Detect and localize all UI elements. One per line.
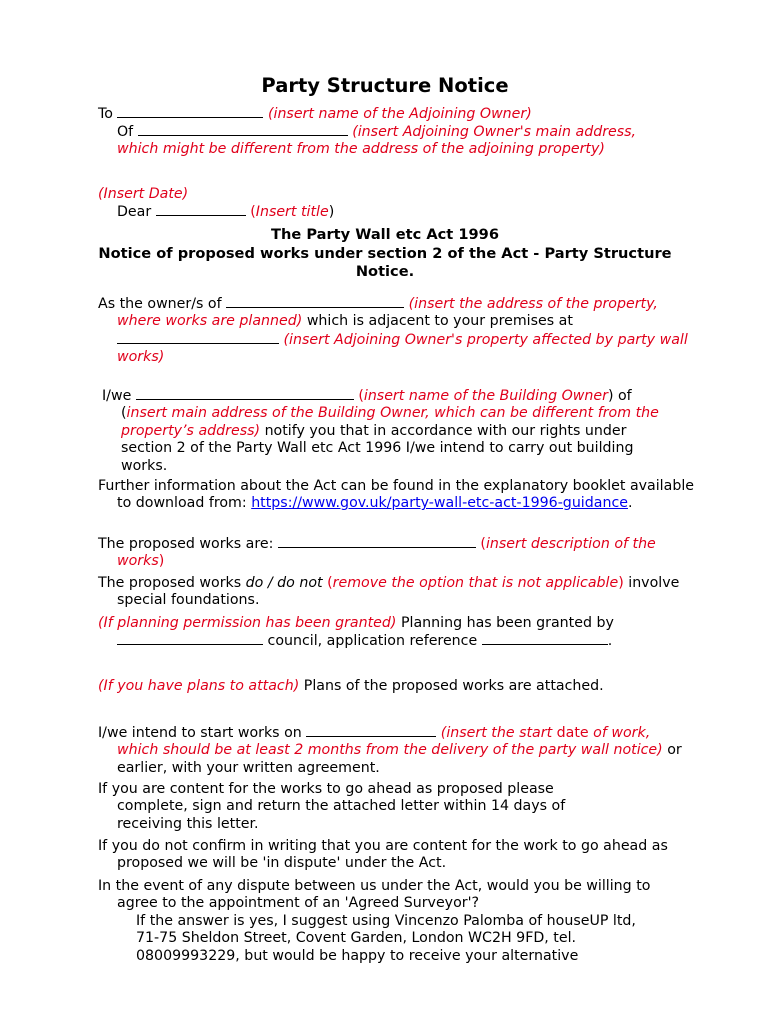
- owners-note1: (insert the address of the property, where works are planned): [117, 296, 658, 330]
- foundations-open: (: [327, 575, 333, 591]
- plans-text: Plans of the proposed works are attached.: [303, 678, 604, 694]
- act-heading-line2: Notice of proposed works under section 2 of the Act - Party Structure Notice.: [98, 244, 672, 281]
- dear-line: [117, 203, 688, 221]
- event-line1: In the event of any dispute between us under the Act, would you be willing to agree to the appointment of an 'Agreed Surveyor'?: [98, 878, 651, 912]
- works-note: insert description of the works: [117, 536, 656, 570]
- owners-text1: As the owner/s of: [98, 296, 222, 312]
- event-line2: If the answer is yes, I suggest using Vincenzo Palomba of houseUP ltd, 71-75 Sheldon Street, Covent Garden, London WC2H 9FD, tel. 08009993229, but would be happy to receive your alternative: [136, 912, 636, 964]
- of-label: Of: [117, 124, 134, 140]
- of-line: [117, 123, 677, 159]
- planning-paragraph: [98, 615, 692, 651]
- works-text: The proposed works are:: [98, 536, 274, 552]
- planning-end: .: [607, 633, 613, 650]
- works-paragraph: [98, 535, 692, 571]
- content-paragraph: If you are content for the works to go ahead as proposed please complete, sign and return the attached letter within 14 days of receiving this letter.: [98, 781, 566, 832]
- dear-paren-open: (: [250, 204, 256, 220]
- planning-note: (If planning permission has been granted): [98, 615, 397, 631]
- guidance-link[interactable]: https://www.gov.uk/party-wall-etc-act-1996-guidance: [251, 495, 628, 512]
- foundations-text1: The proposed works: [98, 575, 242, 591]
- owners-text2: which is adjacent to your premises at: [306, 313, 573, 330]
- page-title: Party Structure Notice: [261, 74, 509, 97]
- act-heading-line1: The Party Wall etc Act 1996: [271, 226, 499, 243]
- owners-paragraph: [98, 295, 692, 367]
- to-note: (insert name of the Adjoining Owner): [267, 106, 532, 122]
- owners-blank2: [117, 331, 279, 344]
- to-blank: [117, 105, 263, 118]
- dear-label: Dear: [117, 204, 152, 220]
- owners-blank1: [226, 295, 404, 308]
- iwe-paragraph: [102, 387, 681, 475]
- foundations-paragraph: [98, 575, 702, 610]
- owners-note2: (insert Adjoining Owner's property affected by party wall works): [117, 331, 688, 366]
- date-line: [98, 186, 707, 203]
- start-note1: (insert the start: [440, 725, 553, 741]
- to-line: [98, 105, 707, 123]
- start-note2: of work, which should be at least 2 months from the delivery of the party wall notice): [117, 725, 663, 759]
- dear-note: Insert title: [255, 204, 329, 220]
- start-word: date: [556, 725, 589, 741]
- foundations-close: ): [618, 575, 624, 591]
- iwe-blank: [136, 387, 354, 400]
- date-note: (Insert Date): [98, 186, 189, 202]
- foundations-note: remove the option that is not applicable: [332, 575, 619, 591]
- of-blank: [138, 123, 348, 136]
- dear-paren-close: ): [328, 204, 335, 220]
- plans-note: (If you have plans to attach): [98, 678, 300, 694]
- start-text1: I/we intend to start works on: [98, 725, 302, 741]
- iwe-note2: insert main address of the Building Owner, which can be different from the property’s address): [121, 405, 659, 439]
- planning-text1: Planning has been granted by: [400, 615, 614, 631]
- planning-blank2: [482, 632, 608, 645]
- further-end: .: [627, 495, 633, 512]
- planning-blank1: [117, 632, 263, 645]
- start-paragraph: [98, 724, 695, 777]
- start-blank: [306, 724, 436, 737]
- iwe-close1: ) of: [607, 388, 632, 404]
- of-note: (insert Adjoining Owner's main address, which might be different from the address of the adjoining property): [117, 124, 637, 158]
- iwe-label: I/we: [102, 388, 132, 404]
- works-blank: [278, 535, 476, 548]
- foundations-text2: involve special foundations.: [117, 575, 680, 609]
- plans-paragraph: [98, 678, 702, 695]
- works-close: ): [158, 553, 165, 570]
- further-paragraph: [98, 478, 702, 513]
- iwe-open2: (: [121, 405, 127, 422]
- iwe-text: notify you that in accordance with our rights under section 2 of the Party Wall etc Act 1996 I/we intend to carry out building works.: [121, 422, 634, 474]
- iwe-open1: (: [358, 388, 364, 404]
- works-open: (: [480, 536, 486, 552]
- iwe-note1: insert name of the Building Owner: [363, 388, 608, 404]
- act-heading: [90, 226, 680, 282]
- foundations-option: do / do not: [245, 575, 323, 591]
- dispute-paragraph: If you do not confirm in writing that you are content for the work to go ahead as proposed we will be 'in dispute' under the Act.: [98, 838, 668, 872]
- dear-blank: [156, 203, 246, 216]
- further-text: Further information about the Act can be found in the explanatory booklet available to download from:: [98, 478, 694, 512]
- event-paragraph: [98, 878, 662, 965]
- start-text2: or earlier, with your written agreement.: [117, 742, 682, 776]
- planning-text2: council, application reference: [267, 633, 478, 650]
- to-label: To: [98, 106, 113, 122]
